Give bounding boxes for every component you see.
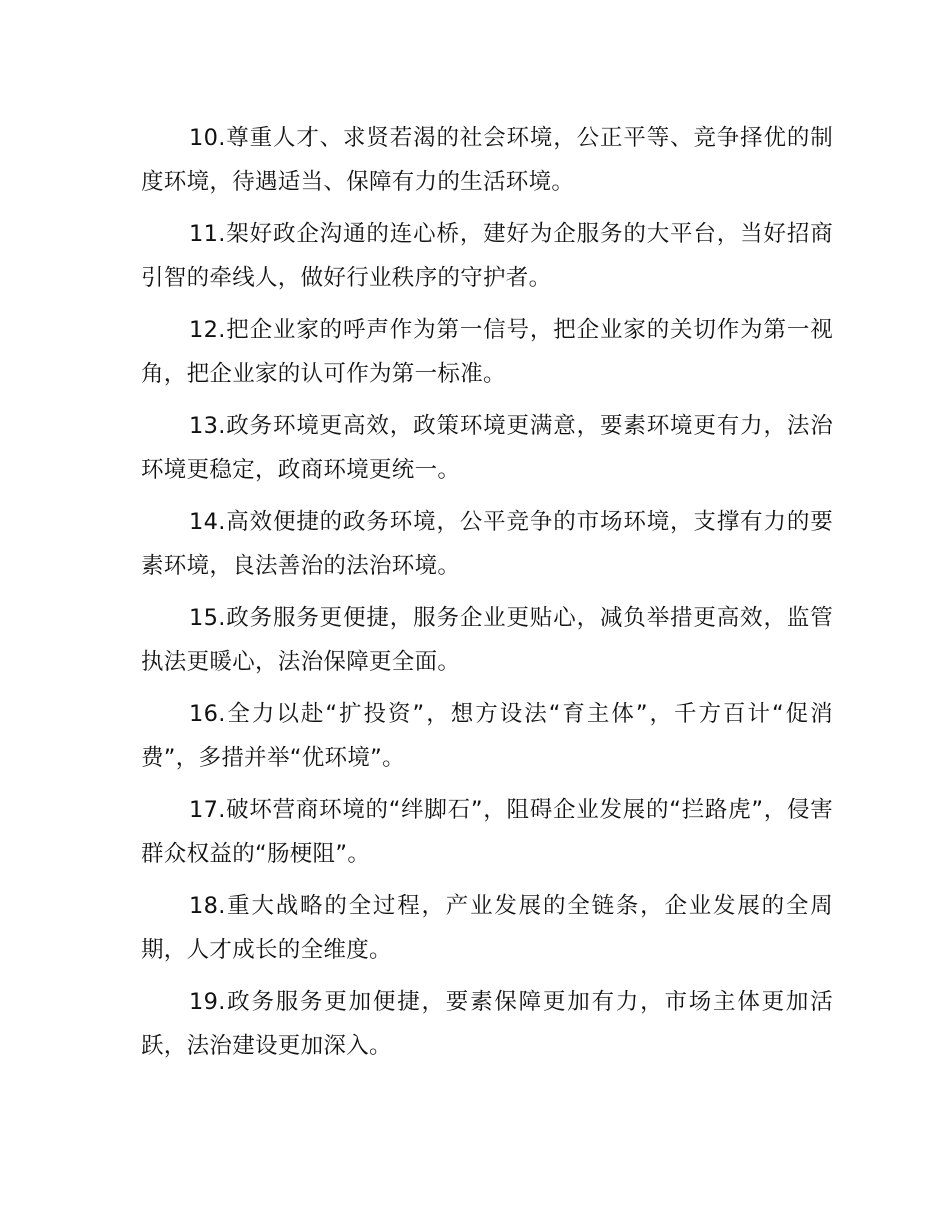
document-body — [141, 116, 833, 1076]
paragraph-11: 11.架好政企沟通的连心桥，建好为企服务的大平台，当好招商引智的牵线人，做好行业秩序的守护者。 — [141, 221, 833, 291]
paragraph-16: 16.全力以赴“扩投资”，想方设法“育主体”，千方百计“促消费”，多措并举“优环境”。 — [141, 701, 833, 771]
paragraph-12: 12.把企业家的呼声作为第一信号，把企业家的关切作为第一视角，把企业家的认可作为第一标准。 — [141, 317, 833, 387]
paragraph-18: 18.重大战略的全过程，产业发展的全链条，企业发展的全周期，人才成长的全维度。 — [141, 893, 833, 963]
paragraph-15: 15.政务服务更便捷，服务企业更贴心，减负举措更高效，监管执法更暖心，法治保障更全面。 — [141, 605, 833, 675]
paragraph-14: 14.高效便捷的政务环境，公平竞争的市场环境，支撑有力的要素环境，良法善治的法治环境。 — [141, 509, 833, 579]
paragraph-10: 10.尊重人才、求贤若渴的社会环境，公正平等、竞争择优的制度环境，待遇适当、保障有力的生活环境。 — [141, 125, 833, 195]
paragraph-19: 19.政务服务更加便捷，要素保障更加有力，市场主体更加活跃，法治建设更加深入。 — [141, 989, 833, 1059]
paragraph-17: 17.破坏营商环境的“绊脚石”，阻碍企业发展的“拦路虎”，侵害群众权益的“肠梗阻”。 — [141, 797, 833, 867]
paragraph-13: 13.政务环境更高效，政策环境更满意，要素环境更有力，法治环境更稳定，政商环境更统一。 — [141, 413, 833, 483]
